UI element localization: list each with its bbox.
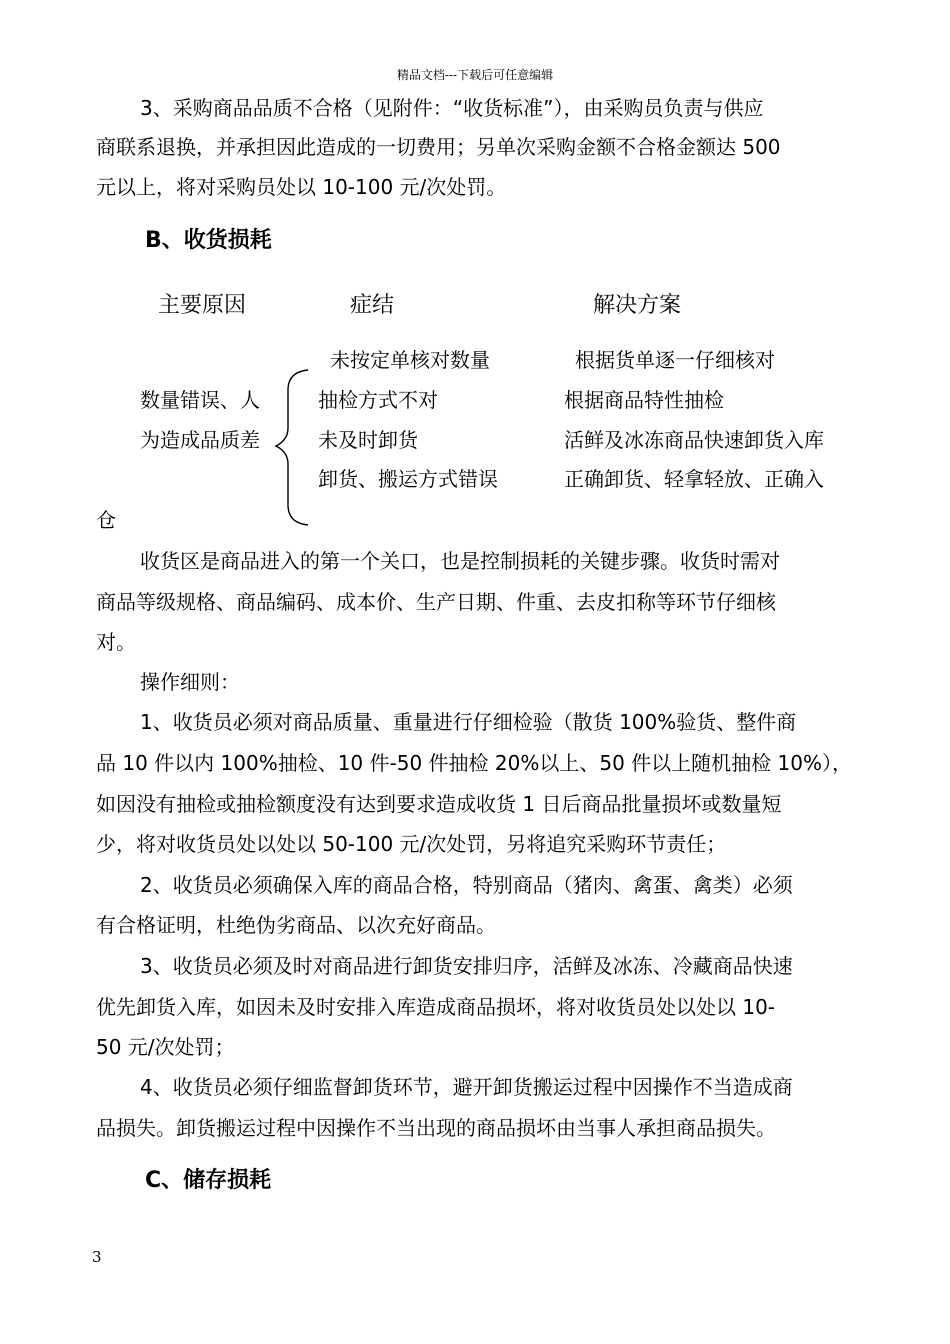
solution-item: 根据货单逐一仔细核对: [575, 348, 775, 372]
column-header-symptom: 症结: [350, 293, 395, 318]
paragraph-line: 优先卸货入库，如因未及时安排入库造成商品损坏，将对收货员处以处以 10-: [96, 995, 776, 1019]
page-number: 3: [92, 1248, 102, 1266]
paragraph-line: 3、采购商品品质不合格（见附件：“收货标准”），由采购员负责与供应: [140, 96, 764, 120]
paragraph-line: 对。: [96, 630, 136, 654]
symptom-item: 卸货、搬运方式错误: [318, 467, 498, 491]
column-header-cause: 主要原因: [158, 293, 247, 318]
paragraph-line: 3、收货员必须及时对商品进行卸货安排归序，活鲜及冰冻、冷藏商品快速: [140, 954, 793, 978]
rules-title: 操作细则：: [140, 670, 240, 694]
paragraph-line: 2、收货员必须确保入库的商品合格，特别商品（猪肉、禽蛋、禽类）必须: [140, 873, 793, 897]
section-b-title: B、收货损耗: [145, 228, 272, 253]
symptom-item: 未及时卸货: [318, 428, 418, 452]
paragraph-line: 如因没有抽检或抽检额度没有达到要求造成收货 1 日后商品批量损坏或数量短: [96, 792, 782, 816]
paragraph-line: 商品等级规格、商品编码、成本价、生产日期、件重、去皮扣称等环节仔细核: [96, 590, 776, 614]
wrapped-character: 仓: [96, 508, 116, 532]
paragraph-line: 品 10 件以内 100%抽检、10 件-50 件抽检 20%以上、50 件以上随机抽检 10%），: [96, 751, 852, 775]
section-c-title: C、储存损耗: [145, 1168, 272, 1193]
symptom-item: 未按定单核对数量: [330, 348, 490, 372]
solution-item: 正确卸货、轻拿轻放、正确入: [564, 467, 824, 491]
column-header-solution: 解决方案: [593, 293, 682, 318]
solution-item: 根据商品特性抽检: [564, 388, 724, 412]
paragraph-line: 有合格证明，杜绝伪劣商品、以次充好商品。: [96, 913, 496, 937]
paragraph-line: 品损失。卸货搬运过程中因操作不当出现的商品损坏由当事人承担商品损失。: [96, 1116, 776, 1140]
paragraph-line: 收货区是商品进入的第一个关口，也是控制损耗的关键步骤。收货时需对: [140, 549, 780, 573]
paragraph-line: 元以上，将对采购员处以 10-100 元/次处罚。: [96, 175, 507, 199]
solution-item: 活鲜及冰冻商品快速卸货入库: [564, 428, 824, 452]
paragraph-line: 商联系退换，并承担因此造成的一切费用；另单次采购金额不合格金额达 500: [96, 135, 781, 159]
paragraph-line: 1、收货员必须对商品质量、重量进行仔细检验（散货 100%验货、整件商: [140, 710, 797, 734]
cause-text-line: 为造成品质差: [140, 428, 260, 452]
document-header: 精品文档---下载后可任意编辑: [396, 68, 554, 82]
paragraph-line: 50 元/次处罚；: [96, 1035, 235, 1059]
paragraph-line: 少，将对收货员处以处以 50-100 元/次处罚，另将追究采购环节责任；: [96, 832, 727, 856]
cause-text-line: 数量错误、人: [140, 388, 260, 412]
paragraph-line: 4、收货员必须仔细监督卸货环节，避开卸货搬运过程中因操作不当造成商: [140, 1075, 793, 1099]
symptom-item: 抽检方式不对: [318, 388, 438, 412]
